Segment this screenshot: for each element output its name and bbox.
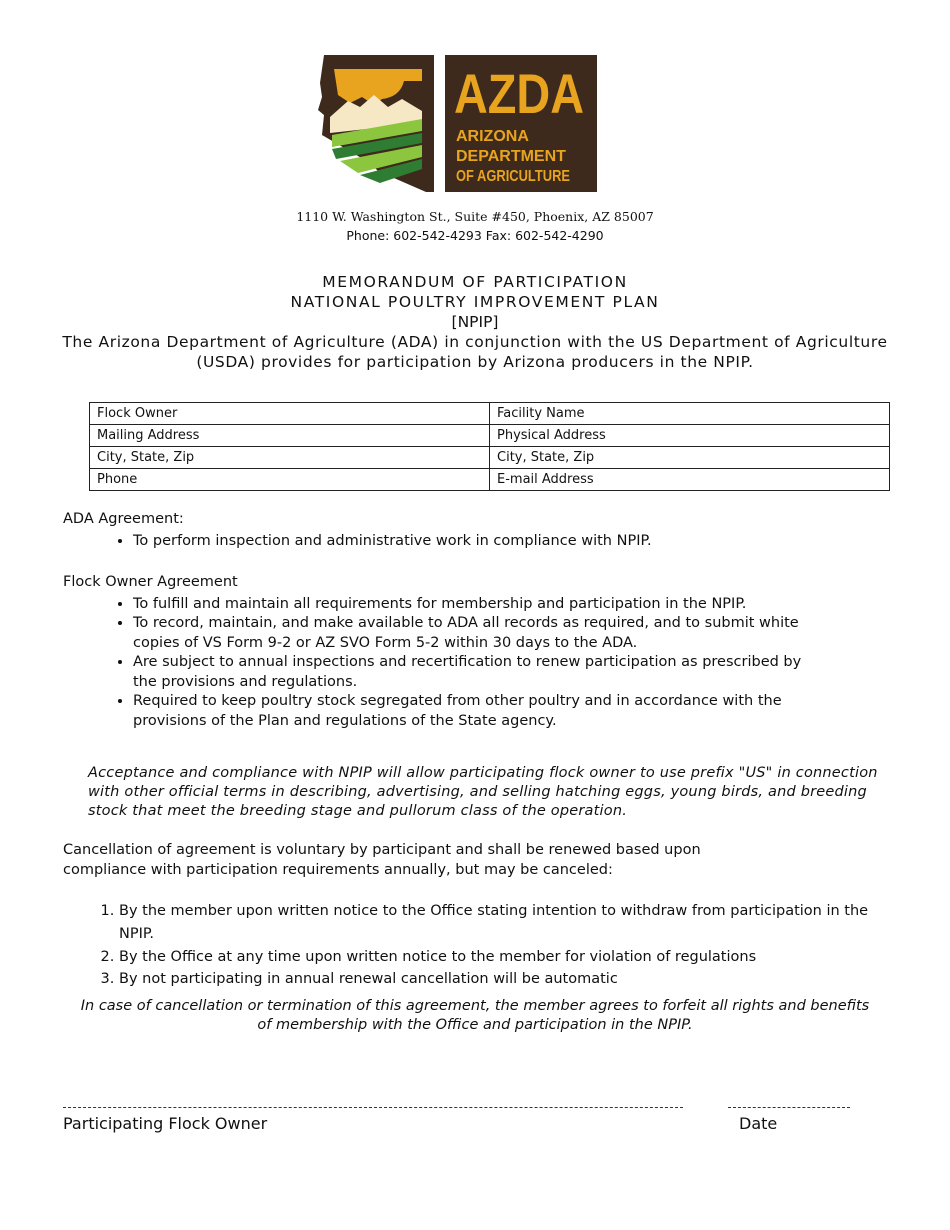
logo-line-1: ARIZONA — [456, 128, 529, 145]
acceptance-paragraph: Acceptance and compliance with NPIP will allow participating flock owner to use prefix "US" in connection with other official terms in describing, advertising, and selling hatching eggs, young birds, and breeding stock that meet the breeding stage and pullorum class of the operation. — [88, 765, 878, 819]
list-item: 2. By the Office at any time upon written notice to the member for violation of regulations — [119, 946, 879, 968]
list-item: 3. By not participating in annual renewal cancellation will be automatic — [119, 968, 879, 990]
phone-fax: Phone: 602-542-4293 Fax: 602-542-4290 — [346, 228, 604, 243]
field-email-address[interactable]: E-mail Address — [490, 469, 890, 491]
field-physical-address[interactable]: Physical Address — [490, 425, 890, 447]
field-mailing-address[interactable]: Mailing Address — [90, 425, 490, 447]
field-flock-owner[interactable]: Flock Owner — [90, 403, 490, 425]
cancellation-list — [63, 900, 879, 990]
cancellation-paragraph: Cancellation of agreement is voluntary by participant and shall be renewed based upon compliance with participation requirements annually, but may be canceled: — [63, 842, 701, 878]
field-phone[interactable]: Phone — [90, 469, 490, 491]
field-facility-name[interactable]: Facility Name — [490, 403, 890, 425]
table-row — [90, 425, 890, 447]
table-row — [90, 469, 890, 491]
field-mailing-city-state-zip[interactable]: City, State, Zip — [90, 447, 490, 469]
ada-agreement-list — [63, 532, 893, 552]
table-row — [90, 447, 890, 469]
owner-signature-label: Participating Flock Owner — [63, 1114, 268, 1133]
memo-title: MEMORANDUM OF PARTICIPATION — [322, 273, 628, 291]
plan-abbrev: [NPIP] — [451, 313, 499, 331]
list-item: • To record, maintain, and make available to ADA all records as required, and to submit white copies of VS Form 9-2 or AZ SVO Form 5-2 within 30 days to the ADA. — [133, 614, 813, 653]
intro-line-1: The Arizona Department of Agriculture (ADA) in conjunction with the US Department of Agriculture — [62, 333, 888, 351]
address-block — [0, 207, 950, 245]
list-item: • Are subject to annual inspections and recertification to renew participation as prescribed by the provisions and regulations. — [133, 653, 813, 692]
list-item: • Required to keep poultry stock segregated from other poultry and in accordance with the provisions of the Plan and regulations of the State agency. — [133, 692, 813, 731]
date-label: Date — [739, 1114, 778, 1133]
ada-agreement-heading: ADA Agreement: — [63, 511, 184, 527]
plan-title: NATIONAL POULTRY IMPROVEMENT PLAN — [290, 293, 660, 311]
flock-owner-agreement-list — [63, 595, 813, 732]
owner-signature-line[interactable] — [63, 1097, 683, 1108]
table-row — [90, 403, 890, 425]
intro-line-2: (USDA) provides for participation by Arizona producers in the NPIP. — [196, 353, 754, 371]
date-signature-line[interactable] — [728, 1097, 850, 1108]
title-block — [40, 272, 910, 372]
participant-info-table — [89, 402, 890, 491]
flock-owner-agreement-section — [63, 573, 893, 731]
azda-logo — [318, 55, 598, 193]
list-item: • To fulfill and maintain all requirements for membership and participation in the NPIP. — [133, 595, 813, 615]
logo-line-2: DEPARTMENT — [456, 148, 566, 165]
street-address: 1110 W. Washington St., Suite #450, Phoenix, AZ 85007 — [296, 209, 654, 224]
flock-owner-agreement-heading: Flock Owner Agreement — [63, 574, 238, 590]
logo-brand: AZDA — [454, 62, 584, 125]
field-physical-city-state-zip[interactable]: City, State, Zip — [490, 447, 890, 469]
ada-agreement-section — [63, 510, 893, 551]
logo-line-3: OF AGRICULTURE — [456, 168, 571, 185]
list-item: 1. By the member upon written notice to the Office stating intention to withdraw from participation in the NPIP. — [119, 900, 879, 946]
list-item: • To perform inspection and administrative work in compliance with NPIP. — [133, 532, 893, 552]
termination-paragraph: In case of cancellation or termination of this agreement, the member agrees to forfeit all rights and benefits of membership with the Office and participation in the NPIP. — [80, 998, 870, 1033]
